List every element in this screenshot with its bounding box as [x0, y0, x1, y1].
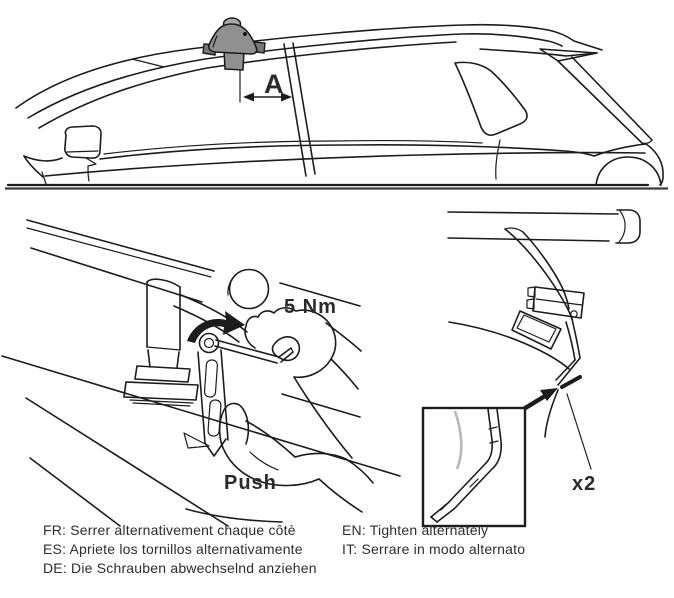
instruction-line-es: ES: Apriete los tornillos alternativamente [43, 541, 303, 557]
callout-arrow-icon [522, 388, 558, 410]
dimension-a-label: A [264, 69, 285, 99]
car-side-view [8, 18, 663, 185]
b-pillar [284, 44, 306, 176]
crossbar-end-cap-right [616, 210, 640, 243]
crossbar-right [448, 210, 640, 243]
torque-label: 5 Nm [284, 296, 337, 318]
quarter-window [455, 62, 527, 135]
instruction-line-fr: FR: Serrer alternativement chaque côtè [43, 522, 296, 538]
rear-wheel-arch [596, 157, 661, 185]
quantity-label: x2 [572, 473, 597, 495]
instructions-right [342, 521, 525, 559]
dimension-a [240, 69, 292, 102]
instruction-line-en: EN: Tighten alternately [342, 522, 489, 538]
instruction-line-it: IT: Serrare in modo alternato [342, 541, 526, 557]
c-pillar [558, 61, 642, 143]
bolt-head [205, 339, 214, 348]
door-frame-edge [449, 322, 569, 369]
quantity-leader-line [567, 394, 591, 469]
instruction-line-de: DE: Die Schrauben abwechselnd anziehen [43, 560, 317, 576]
hand-pushing [186, 403, 373, 522]
roof-mount [203, 18, 265, 70]
torque-tightening-detail [2, 220, 400, 526]
support-arm [505, 228, 584, 349]
washer [200, 334, 219, 353]
hand-turning-key [245, 308, 361, 458]
push-label: Push [224, 472, 277, 494]
foot-hook-detail [423, 210, 640, 526]
instructions-left [43, 521, 317, 578]
magnified-inset-box [423, 408, 525, 526]
